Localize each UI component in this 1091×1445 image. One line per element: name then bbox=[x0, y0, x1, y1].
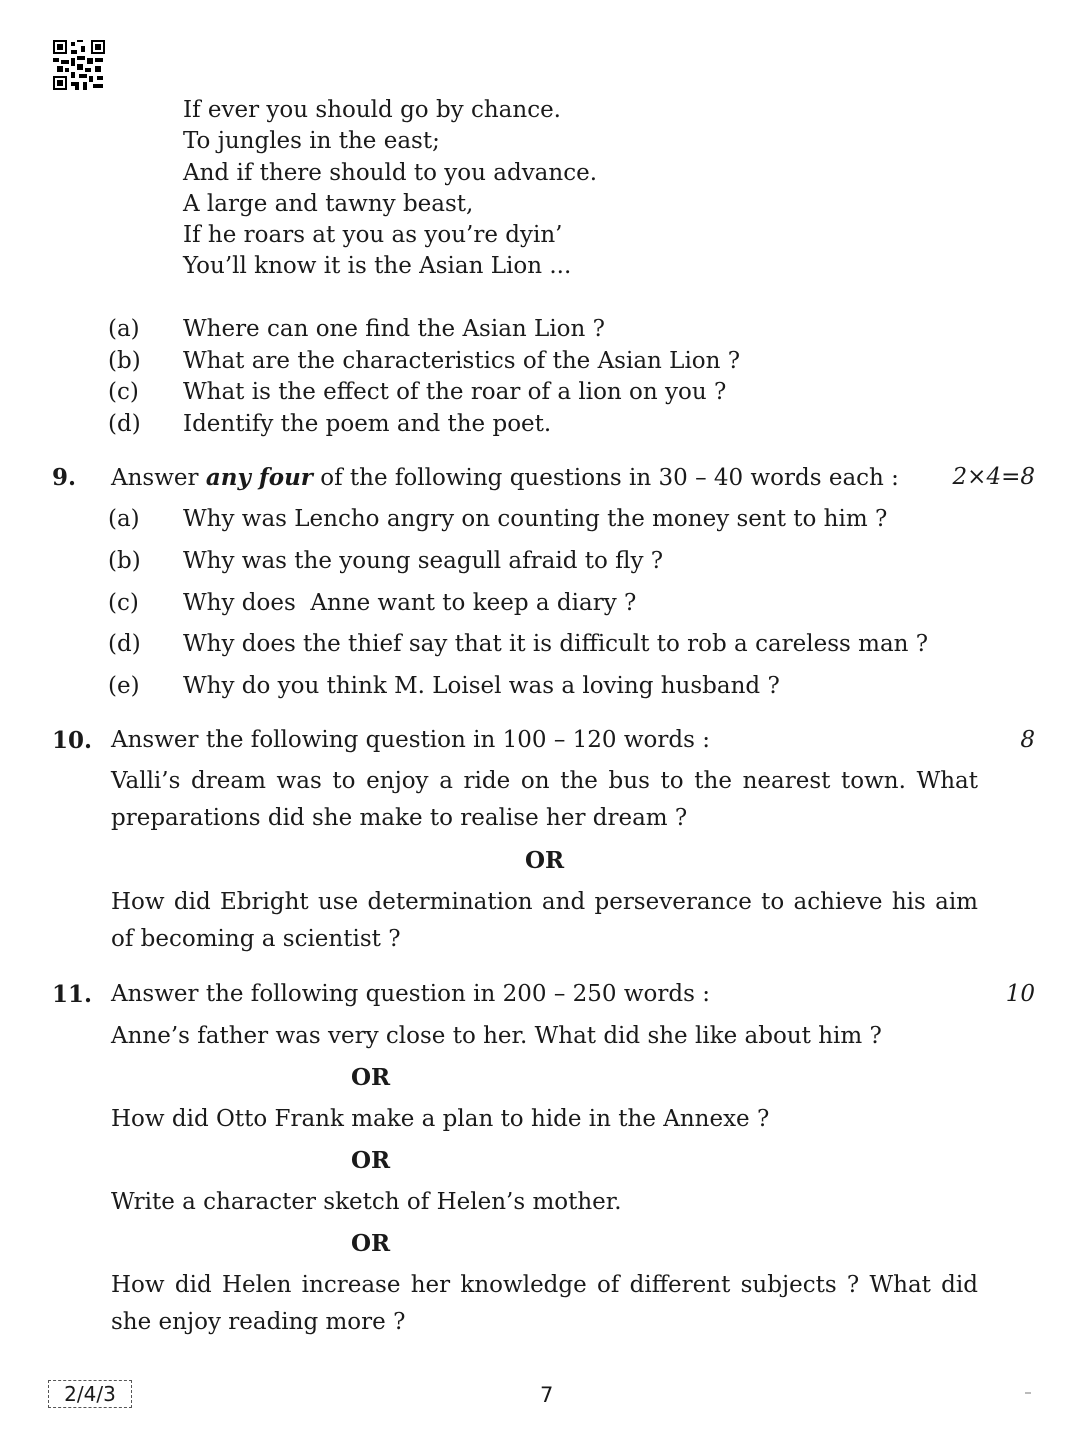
question-text: Identify the poem and the poet. bbox=[183, 411, 552, 437]
poem-line: You’ll know it is the Asian Lion ... bbox=[183, 253, 572, 279]
question-label: (c) bbox=[108, 379, 139, 405]
question-text: Where can one find the Asian Lion ? bbox=[183, 316, 605, 342]
or-separator: OR bbox=[351, 1147, 391, 1174]
question-label: (d) bbox=[108, 631, 141, 657]
poem-line: A large and tawny beast, bbox=[183, 191, 474, 217]
question-marks: 10 bbox=[1005, 981, 1035, 1007]
question-number: 9. bbox=[52, 464, 77, 491]
question-number: 11. bbox=[52, 981, 93, 1008]
poem-line: And if there should to you advance. bbox=[183, 160, 598, 186]
question-heading: Answer any four of the following questions in 30 – 40 words each : bbox=[111, 464, 899, 491]
scan-mark bbox=[1025, 1392, 1031, 1394]
question-text: Why was Lencho angry on counting the money sent to him ? bbox=[183, 506, 888, 532]
question-heading: Answer the following question in 100 – 120 words : bbox=[111, 727, 710, 753]
or-separator: OR bbox=[351, 1064, 391, 1091]
question-label: (a) bbox=[108, 316, 140, 342]
question-label: (b) bbox=[108, 348, 141, 374]
question-label: (d) bbox=[108, 411, 141, 437]
or-separator: OR bbox=[525, 847, 565, 874]
question-number: 10. bbox=[52, 727, 93, 754]
question-option: Write a character sketch of Helen’s mother. bbox=[111, 1189, 622, 1215]
question-label: (a) bbox=[108, 506, 140, 532]
question-label: (e) bbox=[108, 673, 140, 699]
or-separator: OR bbox=[351, 1230, 391, 1257]
question-text: Why does Anne want to keep a diary ? bbox=[183, 590, 637, 616]
question-option: How did Helen increase her knowledge of different subjects ? What did she enjoy reading more ? bbox=[111, 1272, 978, 1335]
question-text: What are the characteristics of the Asian Lion ? bbox=[183, 348, 741, 374]
poem-line: If ever you should go by chance. bbox=[183, 97, 561, 123]
question-text: Why do you think M. Loisel was a loving husband ? bbox=[183, 673, 780, 699]
question-label: (c) bbox=[108, 590, 139, 616]
question-option: How did Ebright use determination and perseverance to achieve his aim of becoming a scientist ? bbox=[111, 889, 978, 952]
question-text: What is the effect of the roar of a lion on you ? bbox=[183, 379, 727, 405]
qr-code-icon bbox=[53, 40, 105, 90]
paper-code: 2/4/3 bbox=[48, 1380, 132, 1408]
question-heading: Answer the following question in 200 – 250 words : bbox=[111, 981, 710, 1007]
poem-line: If he roars at you as you’re dyin’ bbox=[183, 222, 563, 248]
question-text: Why does the thief say that it is difficult to rob a careless man ? bbox=[183, 631, 929, 657]
question-label: (b) bbox=[108, 548, 141, 574]
poem-line: To jungles in the east; bbox=[183, 128, 440, 154]
question-option: Valli’s dream was to enjoy a ride on the bus to the nearest town. What preparations did she make to realise her dream ? bbox=[111, 768, 978, 831]
question-option: Anne’s father was very close to her. What did she like about him ? bbox=[111, 1023, 882, 1049]
question-option: How did Otto Frank make a plan to hide in the Annexe ? bbox=[111, 1106, 770, 1132]
question-marks: 8 bbox=[1020, 727, 1035, 753]
question-text: Why was the young seagull afraid to fly ? bbox=[183, 548, 664, 574]
page-number: 7 bbox=[540, 1383, 554, 1407]
emphasis: any four bbox=[205, 464, 313, 491]
question-marks: 2×4=8 bbox=[952, 464, 1035, 490]
